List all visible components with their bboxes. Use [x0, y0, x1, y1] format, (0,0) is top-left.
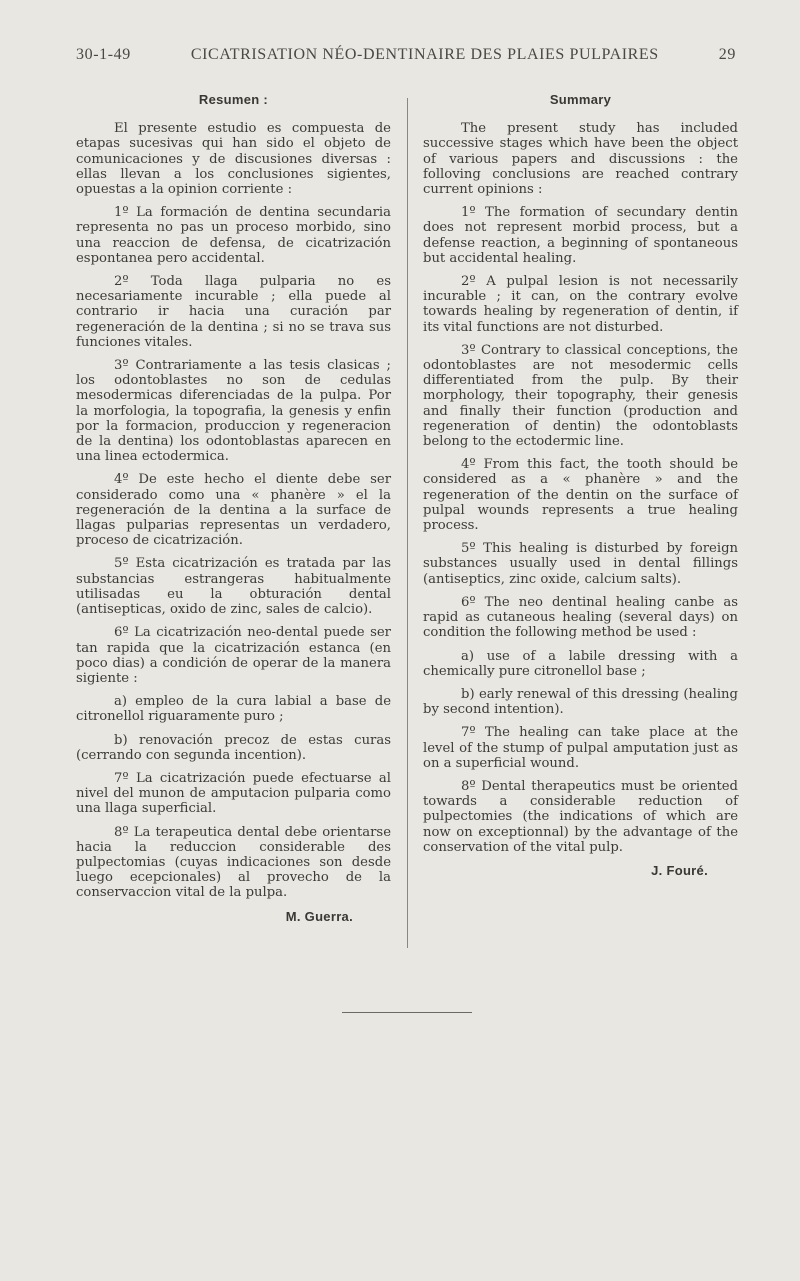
running-head — [76, 46, 736, 64]
paragraph: 1º La formación de dentina secundaria representa no pas un proceso morbido, sino una reaccion de defensa, de cicatrización espontanea pero accidental. — [76, 205, 391, 266]
paragraph: 3º Contrariamente a las tesis clasicas ; los odontoblastes no son de cedulas mesodermicas diferenciadas de la pulpa. Por la morfologia, la topografia, la genesis y enfin por la formacion, produccion y regeneracion de la dentina) los odontoblastas aparecen en una linea ectodermica. — [76, 358, 391, 465]
paragraph: b) renovación precoz de estas curas (cerrando con segunda incention). — [76, 732, 391, 763]
spanish-summary-column — [76, 90, 391, 948]
author-signature: J. Fouré. — [651, 862, 708, 878]
paragraph: 4º De este hecho el diente debe ser considerado como una « phanère » el la regeneración de la dentina a la surface de llagas pulparias representas un verdadero, proceso de cicatrización. — [76, 472, 391, 549]
paragraph: a) empleo de la cura labial a base de citronellol riguaramente puro ; — [76, 694, 391, 725]
english-summary-column — [423, 90, 738, 948]
running-title: CICATRISATION NÉO-DENTINAIRE DES PLAIES PULPAIRES — [190, 46, 659, 63]
issue-date: 30-1-49 — [76, 46, 131, 63]
paragraph: b) early renewal of this dressing (healing by second intention). — [423, 686, 738, 718]
paragraph: 6º The neo dentinal healing canbe as rapid as cutaneous healing (several days) on condition the following method be used : — [423, 594, 738, 641]
column-divider — [407, 98, 408, 948]
paragraph: 7º The healing can take place at the level of the stump of pulpal amputation just as on a superficial wound. — [423, 725, 738, 771]
paragraph: 5º This healing is disturbed by foreign substances usually used in dental fillings (antiseptics, zinc oxide, calcium salts). — [423, 541, 738, 587]
two-column-body — [76, 90, 738, 948]
paragraph: The present study has included successive stages which have been the object of various papers and discussions : the folloving conclusions are reached contrary current opinions : — [423, 121, 738, 198]
paragraph: 6º La cicatrización neo-dental puede ser tan rapida que la cicatrización estanca (en poco dias) a condición de operar de la manera sigiente : — [76, 625, 391, 686]
paragraph: 4º From this fact, the tooth should be considered as a « phanère » and the regeneration of the dentin on the surface of pulpal wounds represents a true healing process. — [423, 457, 738, 534]
paragraph: 2º A pulpal lesion is not necessarily incurable ; it can, on the contrary evolve towards healing by regeneration of dentin, if its vital functions are not disturbed. — [423, 274, 738, 335]
author-signature: M. Guerra. — [285, 908, 353, 924]
paragraph: 1º The formation of secundary dentin does not represent morbid process, but a defense reaction, a beginning of spontaneous but accidental healing. — [423, 205, 738, 266]
paragraph: a) use of a labile dressing with a chemically pure citronellol base ; — [423, 648, 738, 679]
page-number: 29 — [718, 46, 736, 63]
resumen-heading: Resumen : — [198, 92, 269, 107]
paragraph: 3º Contrary to classical conceptions, the odontoblastes are not mesodermic cells differentiated from the pulp. By their morphology, their topography, their genesis and finally their function (production and regeneration of dentin) the odontoblasts belong to the ectodermic line. — [423, 342, 738, 450]
paragraph: 2º Toda llaga pulparia no es necesariamente incurable ; ella puede al contrario ir hacia una curación par regeneración de la dentina ; si no se trava sus funciones vitales. — [76, 274, 391, 350]
end-rule — [342, 1012, 472, 1013]
paragraph: 7º La cicatrización puede efectuarse al nivel del munon de amputacion pulparia como una llaga superficial. — [76, 770, 391, 817]
paragraph: 5º Esta cicatrización es tratada par las substancias estrangeras habitualmente utilisadas eu la obturación dental (antisepticas, oxido de zinc, sales de calcio). — [76, 556, 391, 618]
paragraph: 8º Dental therapeutics must be oriented towards a considerable reduction of pulpectomies (the indications of which are now on exceptionnal) by the advantage of the conservation of the vital pulp. — [423, 778, 738, 855]
paragraph: 8º La terapeutica dental debe orientarse hacia la reduccion considerable des pulpectomias (cuyas indicaciones son desde luego ecepcionales) al provecho de la conservaccion vital de la pulpa. — [76, 824, 391, 901]
paragraph: El presente estudio es compuesta de etapas sucesivas qui han sido el objeto de comunicaciones y de discusiones diversas : ellas llevan a los conclusiones sigientes, opuestas a la opinion corriente : — [76, 121, 391, 198]
summary-heading: Summary — [549, 92, 612, 107]
